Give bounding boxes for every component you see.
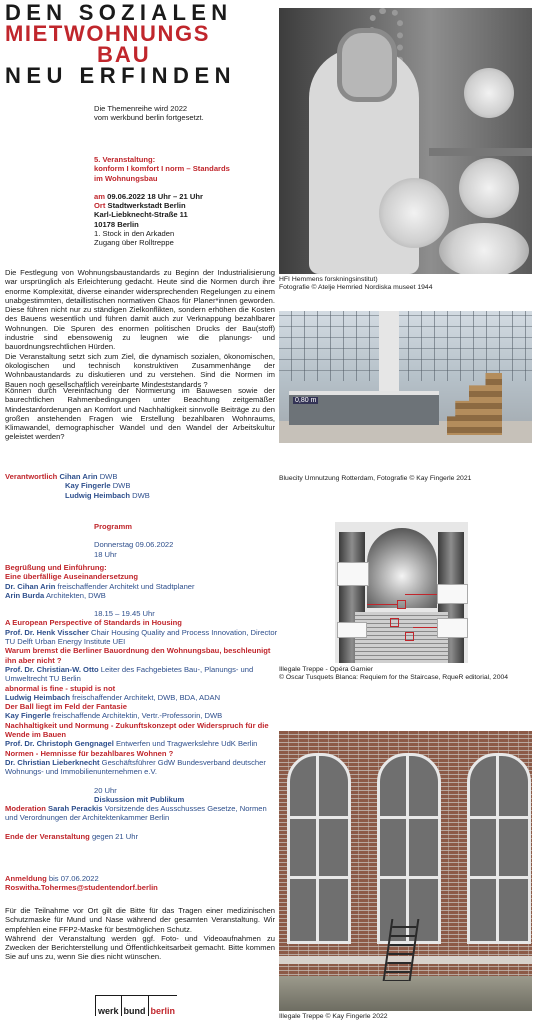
speaker-desc: freischaffender Architekt und Stadtplaner [57, 581, 195, 591]
photo-pool-staircase [279, 311, 532, 443]
speaker-name: Dr. Christian Lieberknecht [5, 757, 100, 767]
photo-1-caption-line-2: Fotografie © Atelje Hemried Nordiska museet 1944 [279, 284, 433, 292]
greeting-title-2: Eine überfällige Auseinandersetzung [5, 572, 139, 582]
event-title-1: konform I komfort I norm – Standards [94, 164, 230, 174]
talk-title: Nachhaltigkeit und Normung - Zukunftskonzept oder Widerspruch für die Wende im Bauen [5, 720, 269, 740]
photo-1-caption [279, 276, 532, 292]
discussion-title: Diskussion mit Publikum [94, 794, 185, 804]
speaker-name: Dr. Cihan Arin [5, 581, 56, 591]
body-para-2: Die Veranstaltung setzt sich zum Ziel, die dynamisch sozialen, ökonomischen, ökologischen und technisch konstruktiven Zusammenhänge der Wohnbaustandards zu diskutieren und zu verstehen. Sind die Normen im Bauen noch gesellschaftlich vereinbarte Mindeststandards ? [5, 351, 275, 389]
event-zip-city: 10178 Berlin [94, 219, 139, 229]
werkbund-logo [95, 992, 177, 1016]
photo-brick-facade-ladder [279, 731, 532, 1011]
footer-notes [5, 906, 275, 962]
moderator-desc: Vorsitzende des Ausschusses Gesetze, Normen und Verordnungen der Architektenkammer Berlin [5, 804, 267, 823]
talk-title: A European Perspective of Standards in Housing [5, 618, 182, 628]
end-time: gegen 21 Uhr [91, 831, 138, 841]
footer-para-1: Für die Teilnahme vor Ort gilt die Bitte für das Tragen einer medizinischen Schutzmaske für Mund und Nase während der gesamten Veranstaltung. Wir empfehlen eine FFP2-Maske für bestmöglichen Schutz. [5, 906, 275, 934]
speaker-desc: Entwerfen und Tragwerkslehre UdK Berlin [115, 739, 258, 749]
photo-3-caption-line-1: Illegale Treppe - Opéra Garnier [279, 666, 374, 673]
am-label: am [94, 191, 105, 201]
body-text-2 [5, 386, 275, 442]
registration-email-link[interactable]: Roswitha.Tohermes@studentendorf.berlin [5, 883, 158, 893]
program-heading: Programm [94, 522, 132, 531]
talk-title: Der Ball liegt im Feld der Fantasie [5, 702, 127, 712]
registration [5, 874, 275, 893]
event-venue-row [94, 201, 274, 210]
photo-1-caption-line-1: HFI Hemmens forskningsinstitut) [279, 276, 378, 283]
footer-para-2: Während der Veranstaltung werden ggf. Foto- und Videoaufnahmen zu Zwecken der Berichterstellung und Öffentlichkeitsarbeit gemacht. Bitte kommen Sie auf uns zu, wenn Sie dies nicht wünschen. [5, 933, 275, 962]
ort-label: Ort [94, 201, 106, 211]
responsible-name: Ludwig Heimbach [65, 490, 130, 500]
program-time-3: 20 Uhr [94, 785, 117, 795]
responsible-block [5, 472, 275, 500]
responsible-org: DWB [99, 472, 118, 481]
program-time-2: 18.15 – 19.45 Uhr [94, 609, 155, 619]
pool-sign: 0,80 m [295, 397, 317, 404]
photo-opera-staircase [335, 522, 468, 663]
photo-3-caption-line-2: © Oscar Tusquets Blanca: Requiem for the Staircase, RqueR editorial, 2004 [279, 674, 509, 682]
responsible-name: Cihan Arin [59, 472, 98, 481]
registration-label: Anmeldung [5, 874, 47, 883]
moderation-label: Moderation [5, 804, 46, 814]
responsible-label: Verantwortlich [5, 472, 58, 481]
talk-title: Normen - Hemnisse für bezahlbares Wohnen ? [5, 748, 174, 758]
photo-mask-woman-dishes [279, 8, 532, 274]
photo-4-caption: Illegale Treppe © Kay Fingerle 2022 [279, 1013, 388, 1020]
event-floor: 1. Stock in den Arkaden [94, 229, 175, 239]
responsible-org: DWB [112, 481, 131, 491]
speaker-desc: Leiter des Fachgebietes Bau-, Planungs- und Umweltrecht TU Berlin [5, 664, 254, 684]
event-info [94, 155, 274, 248]
program-time-1: 18 Uhr [94, 549, 117, 559]
responsible-org: DWB [132, 490, 150, 500]
headline-line-3: BAU [97, 42, 151, 67]
body-para-3: Können durch Vereinfachung der Normierung im Bauwesen sowie der baurechtlichen Rahmenbedingungen unter Beachtung zeitgemäßer Mindestanforderungen an Komfort und Nachhaltigkeit sinnvolle Beiträge zu den großen anstehenden Fragen wie Erstellung bezahlbaren Wohnraums, Klimawandel, demographischer Wandel und den Wandel der Arbeitskultur geleistet werden? [5, 386, 275, 442]
speaker-desc: freischaffender Architekt, DWB, BDA, ADAN [72, 692, 221, 702]
speaker-name: Prof. Dr. Christian-W. Otto [5, 664, 99, 674]
event-venue: Stadtwerkstadt Berlin [107, 201, 186, 211]
speaker-name: Prof. Dr. Christoph Gengnagel [5, 739, 114, 749]
body-para-1: Die Festlegung von Wohnungsbaustandards zu Beginn der Industrialisierung war ursprünglich als Erleichterung gedacht. Heute sind die Normen durch ihre enorme Komplexität, diverse einander widersprechenden Regelungen zu einem unabgestimmten, detaillistischen normativen Chaos für Planer*innen geworden. Diese führen nicht nur zu ständigen Zielkonflikten, sondern erhöhen die Kosten des Bauens wesentlich und führen damit auch zur Verknappung bezahlbarer Wohnungen. Die Spuren des enormen politischen Drucks der Bau(stoff) industrie sind ebensowenig zu leugnen wie die planungs- und bauordnungsrechtlichen Hürden. [5, 268, 275, 352]
greeting-title-1: Begrüßung und Einführung: [5, 563, 107, 572]
headline [5, 2, 275, 86]
speaker-name: Ludwig Heimbach [5, 692, 70, 702]
logo-part-bund: bund [121, 995, 148, 1016]
logo-part-werk: werk [95, 995, 121, 1016]
headline-line-2: MIETWOHNUNGS [5, 21, 210, 46]
headline-line-1: DEN SOZIALEN [5, 0, 233, 25]
speaker-desc: Chair Housing Quality and Process Innovation, Director TU Delft Urban Energy Institute UEI [5, 627, 278, 647]
talk-title: Warum bremst die Berliner Bauordnung den Wohnungsbau, beschleunigt ihn aber nicht ? [5, 646, 271, 665]
event-street: Karl-Liebknecht-Straße 11 [94, 210, 188, 220]
program-date: Donnerstag 09.06.2022 [94, 540, 174, 550]
speaker-name: Prof. Dr. Henk Visscher [5, 627, 89, 637]
intro-line-2: vom werkbund berlin fortgesetzt. [94, 113, 204, 123]
event-access: Zugang über Rolltreppe [94, 238, 174, 248]
talk-title: abnormal is fine - stupid is not [5, 683, 116, 693]
photo-3-caption [279, 666, 535, 682]
photo-2-caption: Bluecity Umnutzung Rotterdam, Fotografie © Kay Fingerle 2021 [279, 475, 472, 482]
responsible-name: Kay Fingerle [65, 481, 111, 491]
event-title-2: im Wohnungsbau [94, 173, 158, 183]
intro-line-1: Die Themenreihe wird 2022 [94, 104, 188, 113]
registration-deadline: bis 07.06.2022 [48, 874, 99, 883]
speaker-desc: Geschäftsführer GdW Bundesverband deutscher Wohnungs- und Immobilienunternehmen e.V. [5, 757, 266, 777]
speaker-name: Arin Burda [5, 590, 45, 600]
moderator-name: Sarah Perackis [48, 804, 103, 814]
event-date-time: 09.06.2022 18 Uhr – 21 Uhr [107, 191, 203, 201]
body-text [5, 268, 275, 389]
logo-part-berlin: berlin [148, 995, 178, 1016]
speaker-desc: freischaffende Architektin, Vertr.-Professorin, DWB [52, 711, 223, 721]
end-label: Ende der Veranstaltung [5, 831, 90, 841]
event-date-row [94, 192, 274, 201]
event-number: 5. Veranstaltung: [94, 155, 156, 164]
program-schedule [5, 563, 280, 841]
program-header [94, 522, 274, 559]
speaker-desc: Architekten, DWB [45, 590, 106, 600]
headline-line-4: NEU ERFINDEN [5, 63, 237, 88]
intro-text [94, 104, 274, 123]
speaker-name: Kay Fingerle [5, 711, 51, 721]
